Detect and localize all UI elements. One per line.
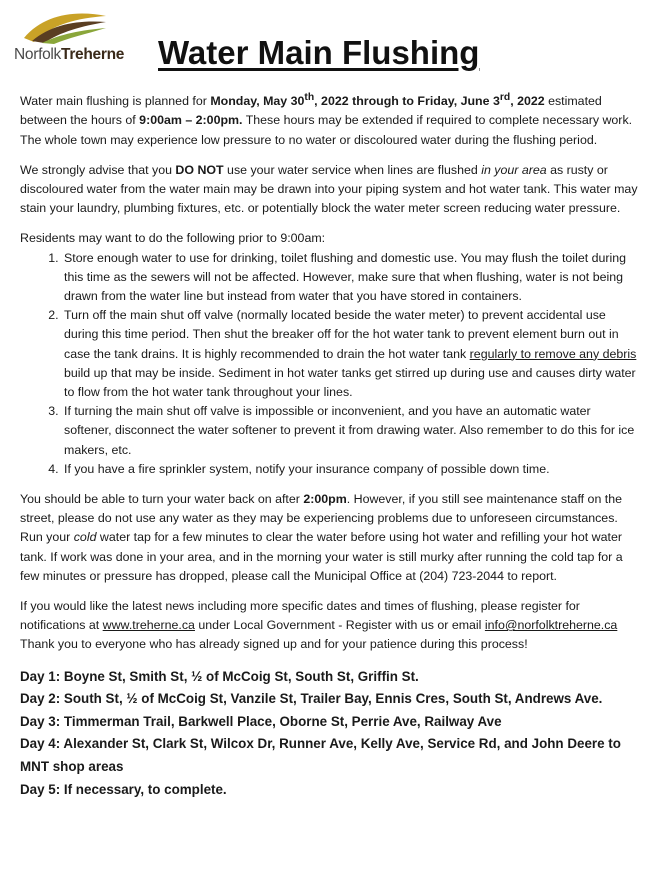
paragraph-schedule: Water main flushing is planned for Monday, May 30th, 2022 through to Friday, June 3rd, 2022 estimated between the hours of 9:00am – 2:00pm. These hours may be extended if required to complete necessary work. The whole town may experience low pressure to no water or discoloured water during the flushing period.: [20, 92, 633, 147]
day-item: Day 2: South St, ½ of McCoig St, Vanzile St, Trailer Bay, Ennis Cres, South St, Andrews Ave.: [20, 691, 603, 707]
notice-body: [20, 88, 640, 801]
paragraph-after: You should be able to turn your water back on after 2:00pm. However, if you still see maintenance staff on the street, please do not use any water as they may be experiencing problems due to unforeseen circumstances. Run your cold water tap for a few minutes to clear the water before using hot water and refilling your hot water tank. If work was done in your area, and in the morning your water is still murky after running the cold tap for a few minutes or pressure has dropped, please call the Municipal Office at (204) 723-2044 to report.: [20, 491, 623, 583]
page-title: Water Main Flushing: [158, 34, 480, 71]
day-item: Day 1: Boyne St, Smith St, ½ of McCoig St, South St, Griffin St.: [20, 668, 419, 684]
prep-list: [20, 249, 640, 479]
paragraph-register: If you would like the latest news including more specific dates and times of flushing, please register for notifications at www.treherne.ca under Local Government - Register with us or email info@norfolktreherne.ca Thank you to everyone who has already signed up and for your patience during this process!: [20, 599, 618, 652]
list-item: 1. Store enough water to use for drinking, toilet flushing and domestic use. You may flush the toilet during this time as the sewers will not be affected. However, make sure that when flushing, water is not being drawn from the water line but instead from water that you have stored in containers.: [62, 249, 640, 307]
day-item: Day 4: Alexander St, Clark St, Wilcox Dr, Runner Ave, Kelly Ave, Service Rd, and John Deere to MNT shop areas: [20, 736, 621, 774]
list-item: 3. If turning the main shut off valve is impossible or inconvenient, and you have an automatic water softener, disconnect the water softener to prevent it from drawing water. Also remember to do this for ice makers, etc.: [62, 402, 640, 460]
paragraph-warning: We strongly advise that you DO NOT use your water service when lines are flushed in your area as rusty or discoloured water from the water main may be drawn into your piping system and hot water tank. This water may stain your laundry, plumbing fixtures, etc. or potentially block the water meter screen reducing water pressure.: [20, 162, 638, 216]
website-link[interactable]: www.treherne.ca: [102, 618, 195, 633]
prep-intro: Residents may want to do the following prior to 9:00am:: [20, 231, 326, 246]
list-item: 2. Turn off the main shut off valve (normally located beside the water meter) to prevent accidental use during this time period. Then shut the breaker off for the hot water tank to prevent element burn out in case the tank drains. It is highly recommended to drain the hot water tank regularly to remove any debris build up that may be inside. Sediment in hot water tanks get stirred up during use and causes dirty water to flow from the hot water tank throughout your lines.: [62, 306, 640, 402]
day-item: Day 5: If necessary, to complete.: [20, 781, 227, 797]
logo-wordmark: NorfolkTreherne: [14, 46, 125, 63]
email-link[interactable]: info@norfolktreherne.ca: [484, 618, 618, 633]
flushing-days: [20, 666, 640, 802]
list-item: 4. If you have a fire sprinkler system, notify your insurance company of possible down time.: [62, 460, 640, 479]
field-swoosh-icon: [18, 8, 110, 44]
norfolk-treherne-logo: [10, 8, 150, 68]
day-item: Day 3: Timmerman Trail, Barkwell Place, Oborne St, Perrie Ave, Railway Ave: [20, 713, 502, 729]
